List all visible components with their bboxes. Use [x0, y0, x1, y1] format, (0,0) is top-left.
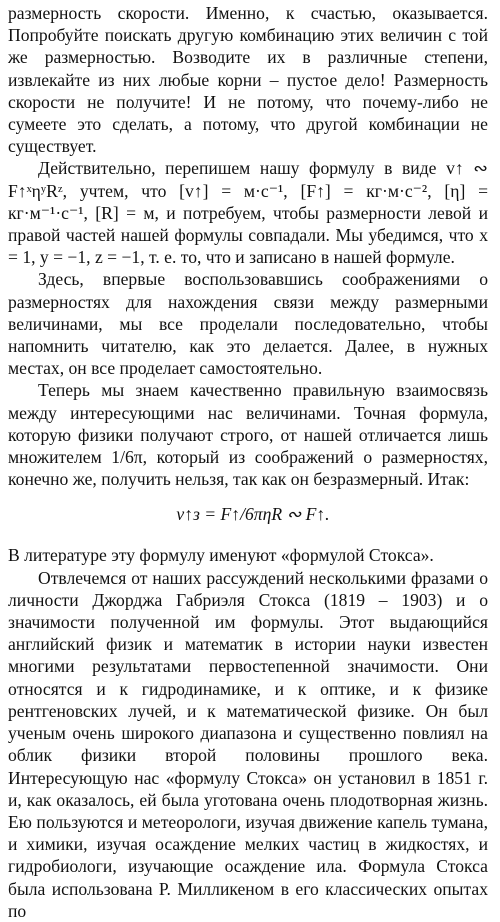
paragraph-rewrite-formula: Действительно, перепишем нашу формулу в виде v↑ ∾ F↑ˣηʸRᶻ, учтем, что [v↑] = м·с⁻¹, [F↑] = кг·м·с⁻², [η] = кг·м⁻¹·с⁻¹, [R] = м, и потребуем, чтобы размерности левой и правой частей нашей формулы совпадали. Мы убедимся, что x = 1, y = −1, z = −1, т. е. то, что и записано в нашей формуле.	[8, 158, 488, 268]
paragraph-stokes-biography: Отвлечемся от наших рассуждений несколькими фразами о личности Джорджа Габриэля Стокса (1819 – 1903) и о значимости полученной им формулы. Этот выдающийся английский физик и математик в истории науки известен многими результатами первостепенной значимости. Они относятся и к гидродинамике, и к оптике, и к физике рентгеновских лучей, и к математической физике. Он был ученым очень широкого диапазона и существенно повлиял на облик физики второй половины прошлого века. Интересующую нас «формулу Стокса» он установил в 1851 г. и, как оказалось, ей была уготована очень плодотворная жизнь. Ею пользуются и метеорологи, изучая движение капель тумана, и химики, изучая осаждение мелких частиц в жидкостях, и гидробиологи, изучающие осаждение ила. Формула Стокса была использована Р. Милликеном в его классических опытах по	[8, 567, 488, 921]
paragraph-dimensional-analysis: Здесь, впервые воспользовавшись соображениями о размерностях для нахождения связи между размерными величинами, мы все проделали последовательно, чтобы напомнить читателю, как это делается. Далее, в нужных местах, он все проделает самостоятельно.	[8, 269, 488, 379]
paragraph-exact-formula: Теперь мы знаем качественно правильную взаимосвязь между интересующими нас величинами. Точная формула, которую физики получают строго, от нашей отличается лишь множителем 1/6π, который из соображений о размерностях, конечно же, получить нельзя, так как он безразмерный. Итак:	[8, 380, 488, 490]
paragraph-stokes-naming: В литературе эту формулу именуют «формулой Стокса».	[8, 545, 434, 566]
paragraph-dimension-intro: размерность скорости. Именно, к счастью, оказывается. Попробуйте поискать другую комбинацию этих величин с той же размерностью. Возводите их в различные степени, извлекайте из них любые корни – пустое дело! Размерность скорости не получите! И не потому, что почему-либо не сумеете это сделать, а потому, что другой комбинации не существует.	[8, 3, 488, 157]
stokes-formula: v↑з = F↑/6πηR ∾ F↑.	[176, 504, 330, 525]
